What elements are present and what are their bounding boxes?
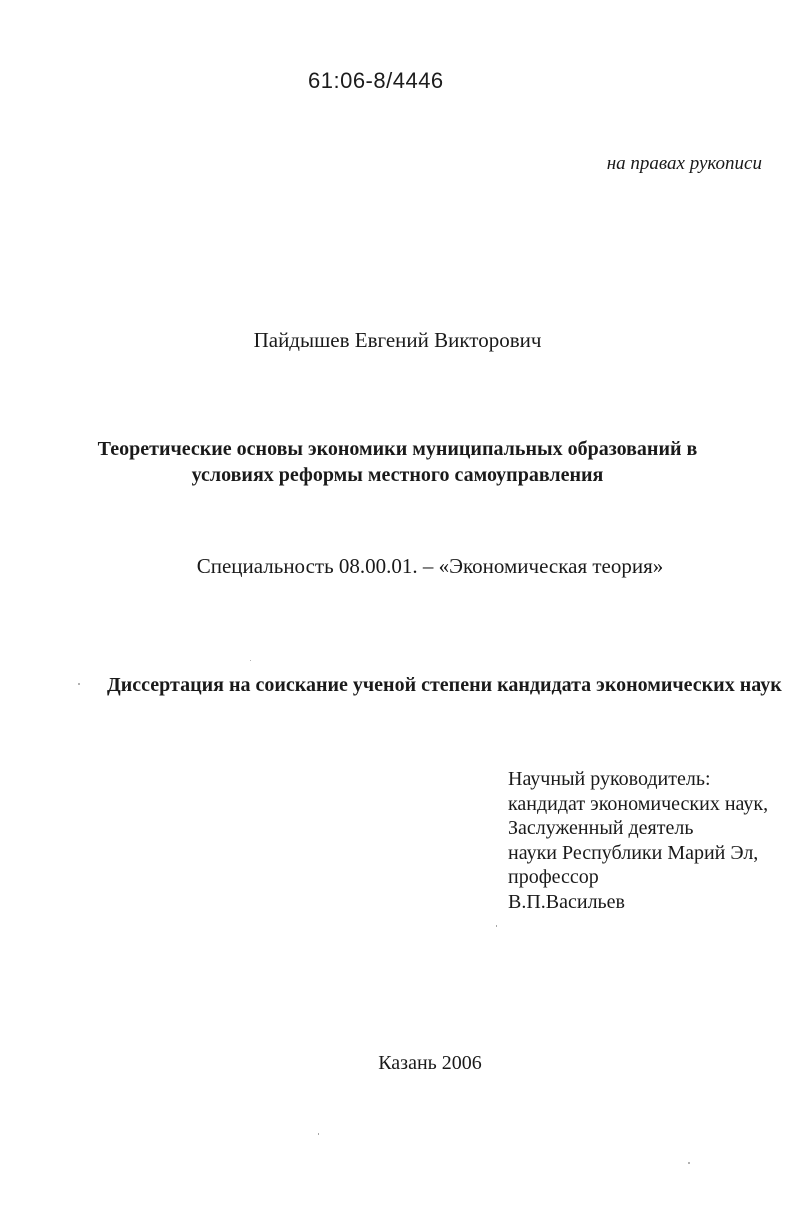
archive-stamp-number: 61:06-8/4446 [308, 68, 444, 93]
supervisor-line: В.П.Васильев [508, 890, 626, 913]
supervisor-line: Научный руководитель: [508, 768, 711, 790]
supervisor-block [508, 767, 768, 914]
scan-speck [318, 1133, 319, 1135]
degree-statement: Диссертация на соискание ученой степени кандидата экономических наук [107, 674, 782, 696]
supervisor-line: Заслуженный деятель [508, 817, 694, 839]
scan-speck [250, 660, 251, 661]
dissertation-title [0, 436, 795, 488]
scan-speck [688, 1162, 690, 1164]
specialty-line: Специальность 08.00.01. – «Экономическая теория» [196, 554, 664, 578]
supervisor-line: профессор [508, 866, 599, 888]
city-and-year: Казань 2006 [378, 1052, 482, 1074]
scan-speck [78, 683, 80, 685]
scan-speck [496, 925, 497, 927]
supervisor-line: кандидат экономических наук, [508, 792, 769, 815]
title-line: условиях реформы местного самоуправления [191, 464, 604, 486]
author-name: Пайдышев Евгений Викторович [253, 328, 542, 352]
supervisor-line: науки Республики Марий Эл, [508, 841, 759, 864]
manuscript-rights-note: на правах рукописи [606, 153, 762, 174]
title-line: Теоретические основы экономики муниципальных образований в [97, 438, 698, 460]
